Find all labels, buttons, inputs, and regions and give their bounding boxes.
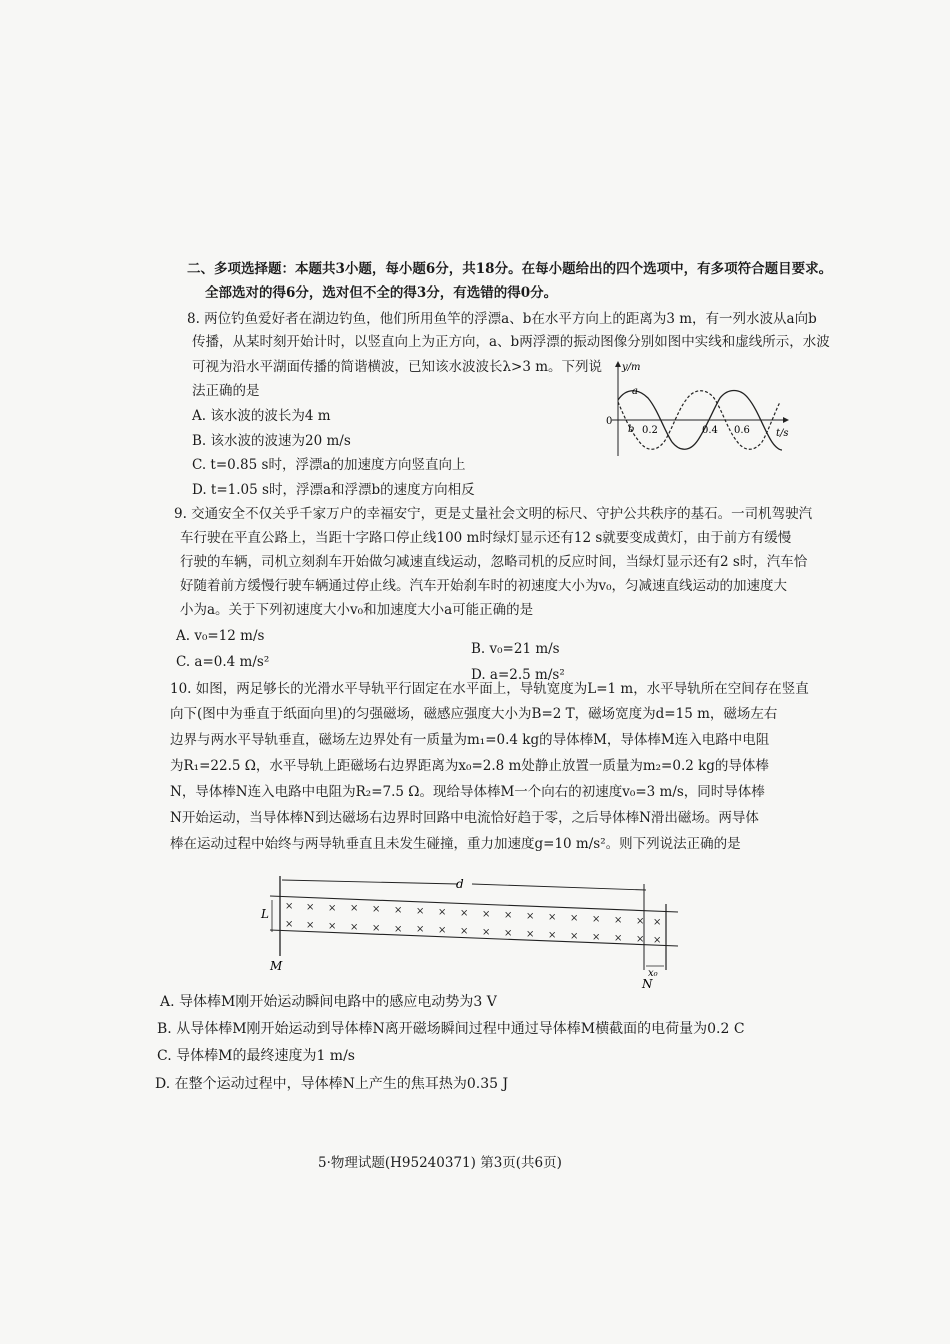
svg-text:×: × [394,924,403,935]
svg-text:×: × [653,935,662,946]
q8-line-4: 法正确的是 [192,383,260,399]
q9-line-4: 好随着前方缓慢行驶车辆通过停止线。汽车开始刹车时的初速度大小为v₀，匀减速直线运动的加速度大 [180,578,788,594]
q8-option-c: C. t=0.85 s时，浮漂a的加速度方向竖直向上 [192,457,466,473]
q8-line-2: 传播，从某时刻开始计时，以竖直向上为正方向，a、b两浮漂的振动图像分别如图中实线和虚线所示，水波 [192,334,830,350]
curve-a-label: a [632,386,638,397]
q10-option-a: A. 导体棒M刚开始运动瞬间电路中的感应电动势为3 V [160,994,497,1010]
q10-line-2: 向下(图中为垂直于纸面向里)的匀强磁场，磁感应强度大小为B=2 T，磁场宽度为d=15 m，磁场左右 [170,706,778,722]
svg-text:×: × [614,933,623,944]
svg-text:×: × [416,924,425,935]
svg-text:×: × [570,931,579,942]
curve-b-label: b [628,424,635,435]
section-header-line2: 全部选对的得6分，选对但不全的得3分，有选错的得0分。 [205,285,558,301]
y-axis-label: y/m [622,362,641,373]
q10-option-d: D. 在整个运动过程中，导体棒N上产生的焦耳热为0.35 J [155,1076,509,1092]
d-dimension-line [282,880,458,884]
q10-line-1: 10. 如图，两足够长的光滑水平导轨平行固定在水平面上，导轨宽度为L=1 m，水平导轨所在空间存在竖直 [170,681,809,697]
svg-text:×: × [350,903,359,914]
q9-option-a: A. v₀=12 m/s [176,628,265,644]
page-footer: 5·物理试题(H95240371) 第3页(共6页) [318,1155,562,1171]
svg-text:×: × [636,916,645,927]
svg-text:×: × [592,914,601,925]
q10-line-6: N开始运动，当导体棒N到达磁场右边界时回路中电流恰好趋于零，之后导体棒N滑出磁场。两导体 [170,810,759,826]
svg-text:×: × [548,930,557,941]
q10-option-b: B. 从导体棒M刚开始运动到导体棒N离开磁场瞬间过程中通过导体棒M横截面的电荷量为0.2 C [157,1021,745,1037]
tick-0-2: 0.2 [642,425,658,436]
svg-text:×: × [372,904,381,915]
q8-option-b: B. 该水波的波速为20 m/s [192,433,351,449]
n-label: N [642,977,653,990]
d-label: d [456,877,464,891]
field-crosses [285,901,661,946]
svg-text:×: × [460,908,469,919]
svg-text:×: × [548,912,557,923]
q9-option-c: C. a=0.4 m/s² [176,654,270,670]
svg-text:×: × [306,920,315,931]
svg-text:×: × [504,910,513,921]
svg-text:×: × [653,917,662,928]
q8-line-3: 可视为沿水平湖面传播的简谐横波，已知该水波波长λ>3 m。下列说 [192,359,603,375]
svg-text:×: × [636,934,645,945]
svg-text:×: × [416,906,425,917]
svg-text:×: × [328,921,337,932]
q10-line-7: 棒在运动过程中始终与两导轨垂直且未发生碰撞，重力加速度g=10 m/s²。则下列说法正确的是 [170,836,741,852]
svg-text:×: × [460,926,469,937]
q8-line-1: 8. 两位钓鱼爱好者在湖边钓鱼，他们所用鱼竿的浮漂a、b在水平方向上的距离为3 m，有一列水波从a向b [187,311,817,327]
q8-vibration-graph [598,358,798,460]
svg-text:×: × [438,925,447,936]
m-label: M [270,959,283,973]
l-label: L [261,907,269,921]
q10-line-3: 边界与两水平导轨垂直，磁场左边界处有一质量为m₁=0.4 kg的导体棒M，导体棒M连入电路中电阻 [170,732,770,748]
svg-text:×: × [285,901,294,912]
svg-text:×: × [504,928,513,939]
svg-text:×: × [394,905,403,916]
svg-text:×: × [482,927,491,938]
svg-text:×: × [372,923,381,934]
svg-text:×: × [526,911,535,922]
svg-text:×: × [614,915,623,926]
q9-line-3: 行驶的车辆，司机立刻刹车开始做匀减速直线运动，忽略司机的反应时间，当绿灯显示还有2 s时，汽车恰 [180,554,808,570]
svg-text:×: × [285,919,294,930]
svg-text:×: × [482,909,491,920]
svg-text:×: × [592,932,601,943]
tick-0-6: 0.6 [734,425,750,436]
q9-option-d: D. a=2.5 m/s² [471,667,565,683]
x0-label: x₀ [648,968,658,979]
q10-rail-figure [258,870,688,990]
tick-0-4: 0.4 [702,425,718,436]
svg-text:×: × [328,903,337,914]
origin-label: 0 [606,416,613,427]
q9-option-b: B. v₀=21 m/s [471,641,560,657]
svg-text:×: × [526,929,535,940]
svg-text:×: × [306,902,315,913]
svg-text:×: × [570,913,579,924]
q9-line-1: 9. 交通安全不仅关乎千家万户的幸福安宁，更是丈量社会文明的标尺、守护公共秩序的基石。一司机驾驶汽 [174,506,813,522]
q10-option-c: C. 导体棒M的最终速度为1 m/s [157,1048,355,1064]
q9-line-5: 小为a。关于下列初速度大小v₀和加速度大小a可能正确的是 [180,602,534,618]
q10-line-4: 为R₁=22.5 Ω，水平导轨上距磁场右边界距离为x₀=2.8 m处静止放置一质量为m₂=0.2 kg的导体棒 [170,758,769,774]
x-axis-label: t/s [776,428,789,439]
svg-text:×: × [438,907,447,918]
q9-line-2: 车行驶在平直公路上，当距十字路口停止线100 m时绿灯显示还有12 s就要变成黄灯，由于前方有缓慢 [180,530,792,546]
svg-text:×: × [350,922,359,933]
q10-line-5: N，导体棒N连入电路中电阻为R₂=7.5 Ω。现给导体棒M一个向右的初速度v₀=3 m/s，同时导体棒 [170,784,765,800]
q8-option-d: D. t=1.05 s时，浮漂a和浮漂b的速度方向相反 [192,482,475,498]
q8-option-a: A. 该水波的波长为4 m [192,408,331,424]
section-header-line1: 二、多项选择题：本题共3小题，每小题6分，共18分。在每小题给出的四个选项中，有多项符合题目要求。 [187,261,833,277]
